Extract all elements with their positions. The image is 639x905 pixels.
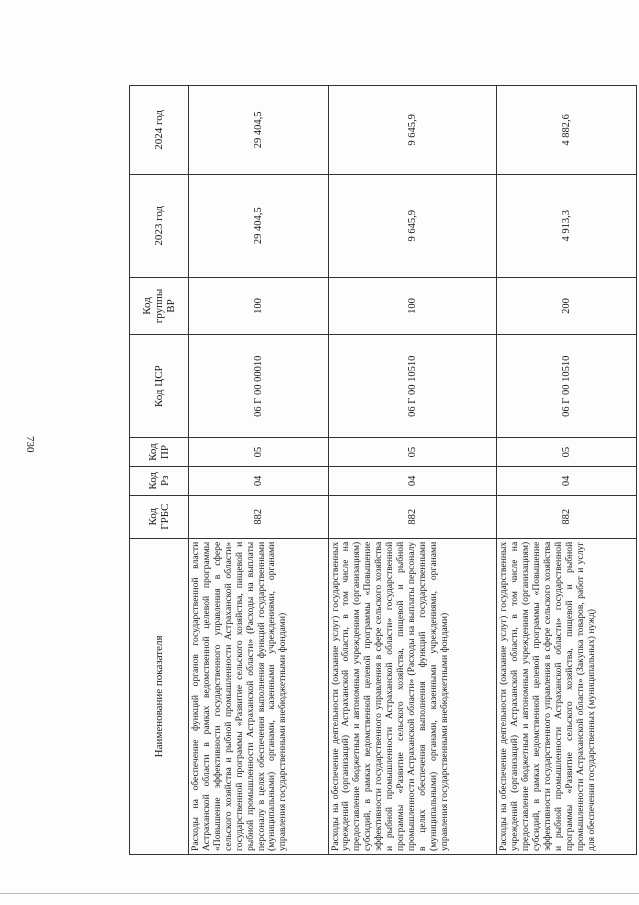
row-grbs: 882 — [497, 495, 637, 538]
header-pr: Код ПР — [130, 438, 189, 467]
header-2023: 2023 год — [130, 174, 189, 277]
row-2023: 9 645,9 — [328, 174, 497, 277]
row-csr: 06 Г 00 10510 — [497, 335, 637, 438]
header-2024: 2024 год — [130, 86, 189, 175]
row-name: Расходы на обеспечение функций органов государственной власти Астраханской области в рамках ведомственной целевой программы «Повышение эффективности государственного управления в сфере сельского хозяйства и рыбной промышленности Астраханской области» государственной программы «Развитие сельского хозяйства, пищевой и рыбной промышленности Астраханской области» (Расходы на выплаты персоналу в целях обеспечения выполнения функций государственными (муниципальными) органами, казенными учреждениями, органами управления государственными внебюджетными фондами) — [189, 538, 329, 854]
row-2023: 4 913,3 — [497, 174, 637, 277]
row-name: Расходы на обеспечение деятельности (оказание услуг) государственных учреждений (организаций) Астраханской области, в том числе на предоставление бюджетным и автономным учреждениям (организациям) субсидий, в рамках ведомственной целевой программы «Повышение эффективности государственного управления в сфере сельского хозяйства и рыбной промышленности Астраханской области» государственной программы «Развитие сельского хозяйства, пищевой и рыбной промышленности Астраханской области» (Закупка товаров, работ и услуг для обеспечения государственных (муниципальных) нужд) — [497, 538, 637, 854]
header-csr: Код ЦСР — [130, 335, 189, 438]
row-2023: 29 404,5 — [189, 174, 329, 277]
row-csr: 06 Г 00 00010 — [189, 335, 329, 438]
row-2024: 29 404,5 — [189, 86, 329, 175]
header-grbs: Код ГРБС — [130, 495, 189, 538]
row-rz: 04 — [189, 466, 329, 495]
row-vr: 200 — [497, 277, 637, 334]
row-name: Расходы на обеспечение деятельности (оказание услуг) государственных учреждений (организаций) Астраханской области, в том числе на предоставление бюджетным и автономным учреждениям (организациям) субсидий, в рамках ведомственной целевой программы «Повышение эффективности государственного управления в сфере сельского хозяйства и рыбной промышленности Астраханской области» государственной программы «Развитие сельского хозяйства, пищевой и рыбной промышленности Астраханской области» (Расходы на выплаты персоналу в целях обеспечения выполнения функций государственными (муниципальными) органами, казенными учреждениями, органами управления государственными внебюджетными фондами) — [328, 538, 497, 854]
row-grbs: 882 — [189, 495, 329, 538]
row-csr: 06 Г 00 10510 — [328, 335, 497, 438]
row-grbs: 882 — [328, 495, 497, 538]
row-2024: 9 645,9 — [328, 86, 497, 175]
row-vr: 100 — [328, 277, 497, 334]
table-row — [497, 86, 637, 855]
header-name: Наименование показателя — [130, 538, 189, 854]
table-row — [328, 86, 497, 855]
row-pr: 05 — [189, 438, 329, 467]
row-rz: 04 — [497, 466, 637, 495]
scan-edge-line — [0, 893, 639, 894]
row-2024: 4 882,6 — [497, 86, 637, 175]
row-pr: 05 — [497, 438, 637, 467]
table-row — [189, 86, 329, 855]
row-vr: 100 — [189, 277, 329, 334]
row-pr: 05 — [328, 438, 497, 467]
header-vr: Код группы ВР — [130, 277, 189, 334]
row-rz: 04 — [328, 466, 497, 495]
header-row — [130, 86, 189, 855]
header-rz: Код Рз — [130, 466, 189, 495]
rotated-table-container — [129, 85, 637, 855]
page-number: 730 — [24, 436, 36, 453]
budget-table — [129, 85, 637, 855]
